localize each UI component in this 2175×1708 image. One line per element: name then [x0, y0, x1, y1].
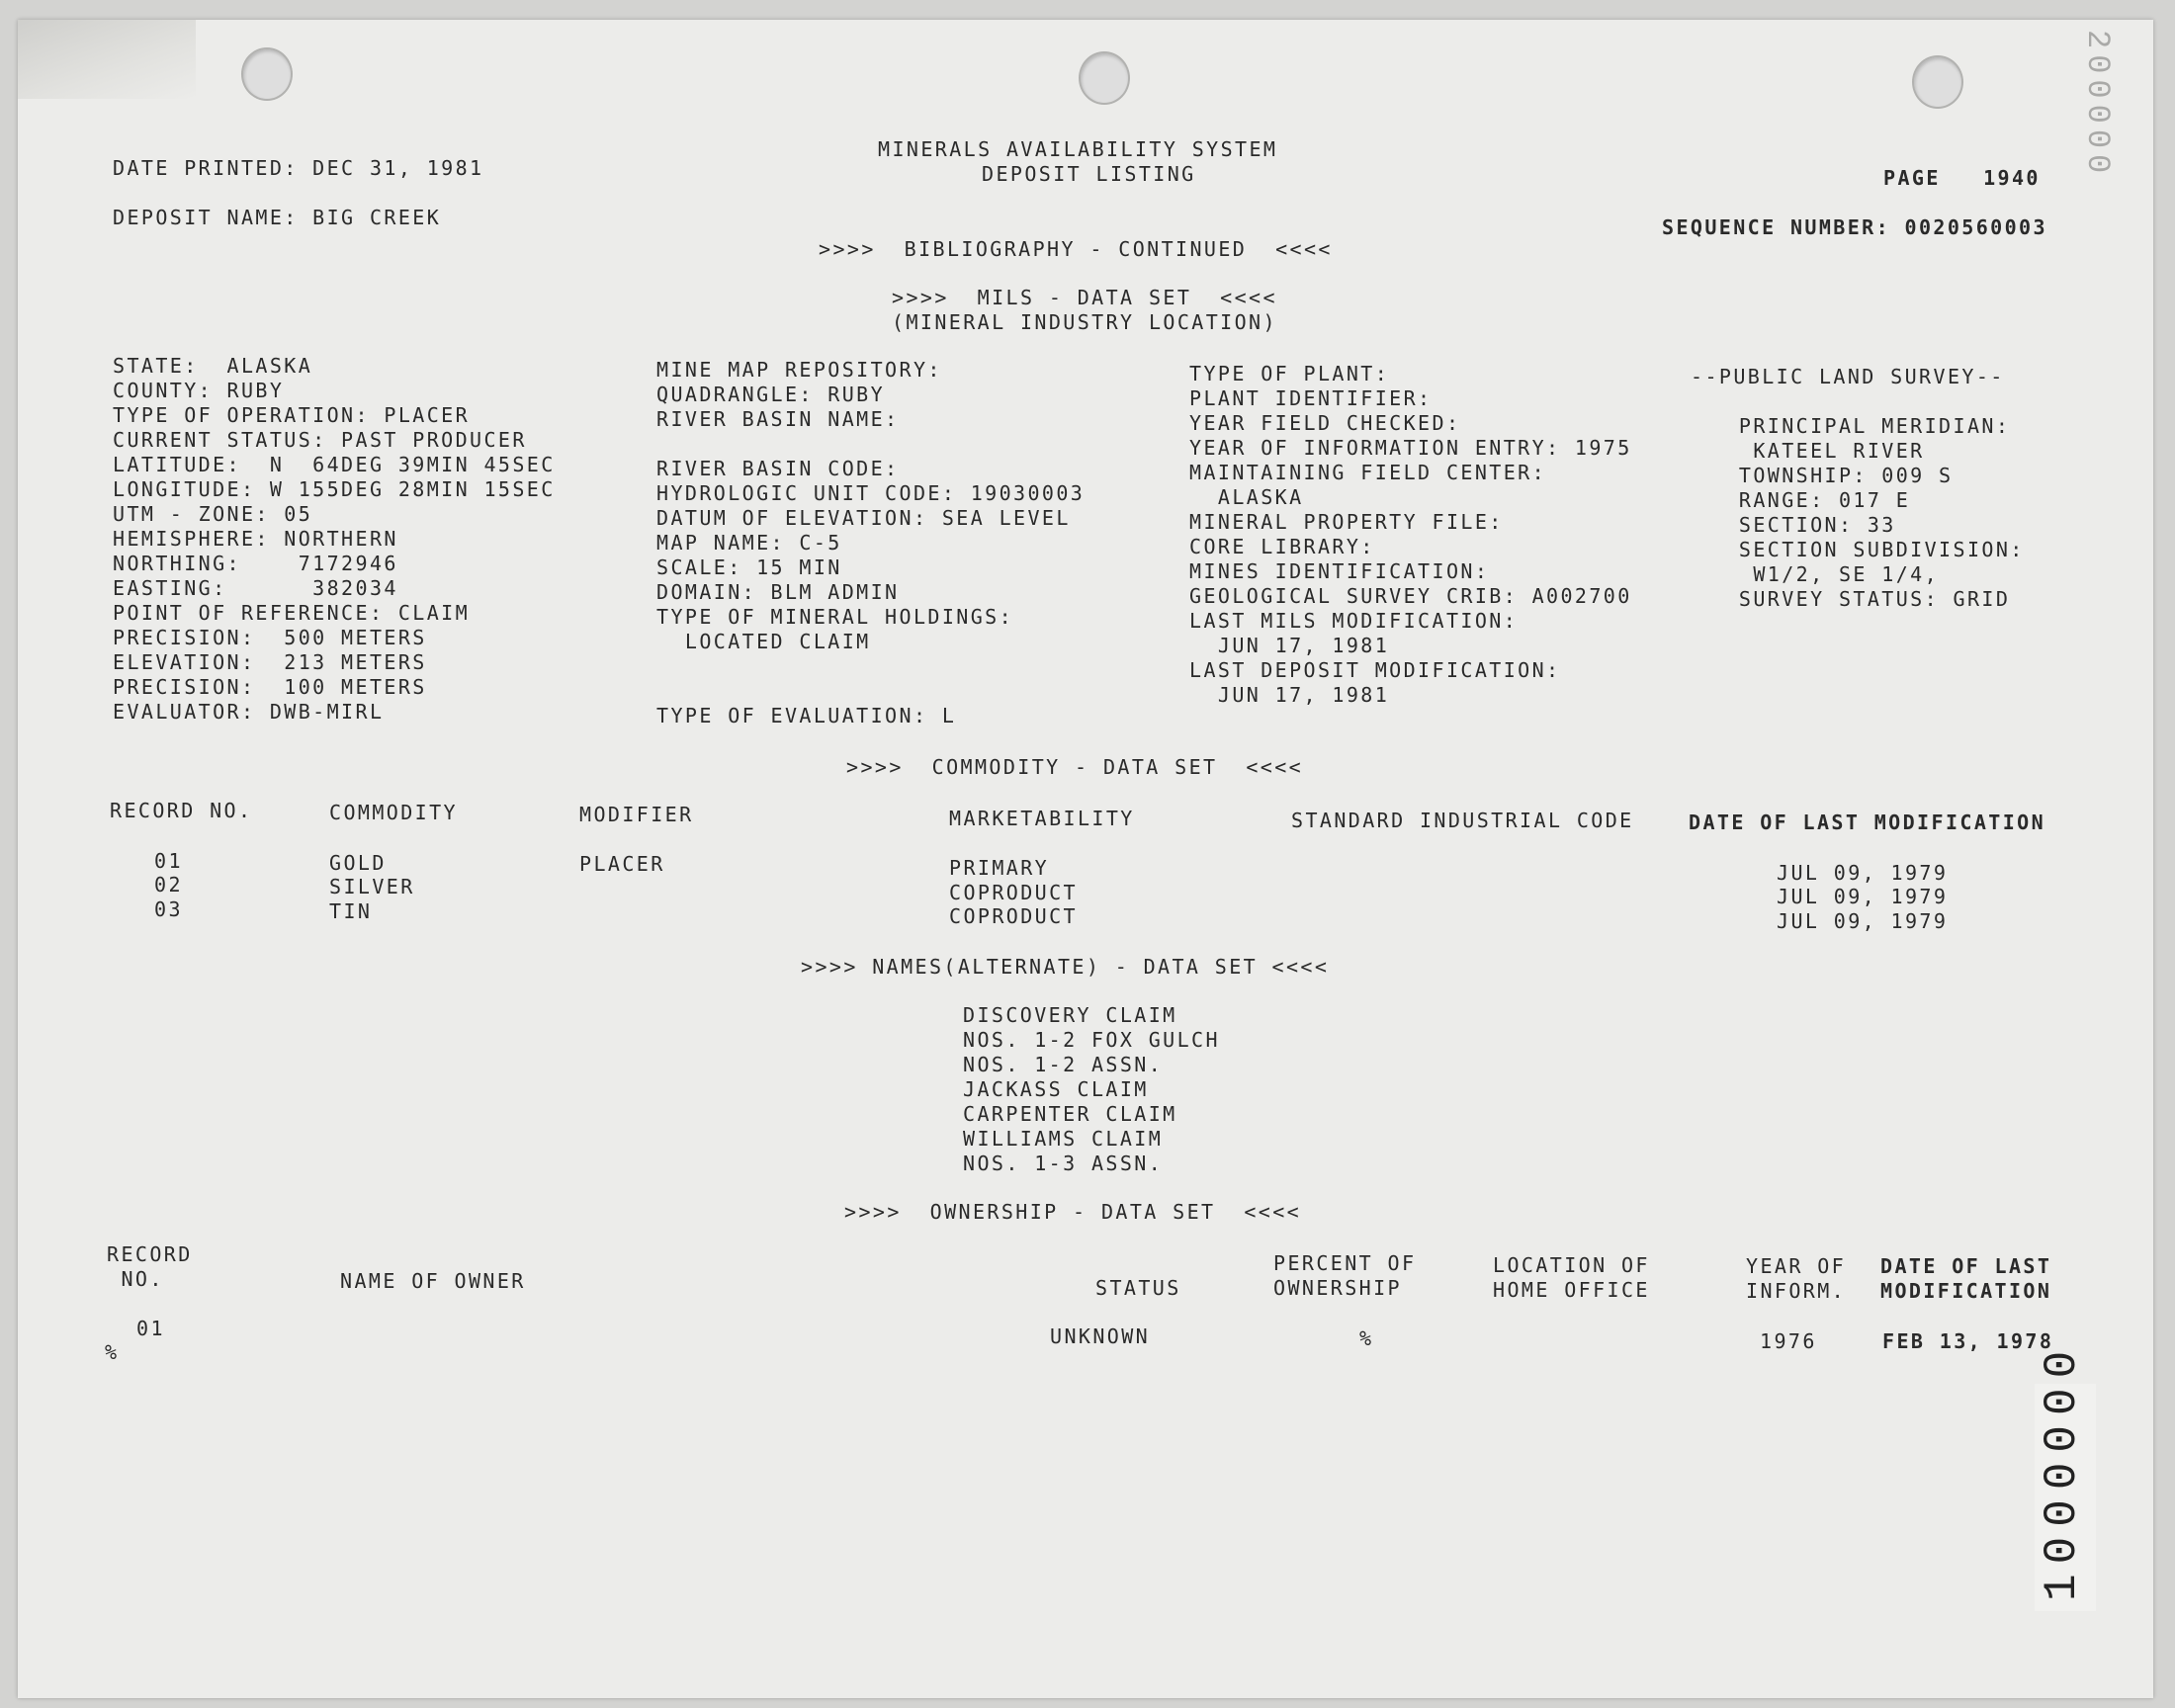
owner-percent: %	[1359, 1326, 1374, 1350]
commodity-col-record-no: RECORD NO.	[110, 799, 253, 822]
list-item: WILLIAMS CLAIM	[963, 1127, 1164, 1151]
punch-hole-left	[241, 47, 293, 101]
point-of-reference-field: POINT OF REFERENCE: CLAIM	[113, 601, 471, 625]
ownership-col-location-2: HOME OFFICE	[1493, 1278, 1650, 1302]
evaluator-field: EVALUATOR: DWB-MIRL	[113, 700, 385, 724]
hemisphere-field: HEMISPHERE: NORTHERN	[113, 527, 398, 551]
maintaining-field-center-field: MAINTAINING FIELD CENTER:	[1189, 461, 1547, 484]
type-of-plant-field: TYPE OF PLANT:	[1189, 362, 1390, 385]
list-item: NOS. 1-3 ASSN.	[963, 1152, 1164, 1175]
ownership-col-percent: PERCENT OF	[1273, 1251, 1417, 1275]
list-item: NOS. 1-2 FOX GULCH	[963, 1028, 1220, 1052]
elevation-precision-field: PRECISION: 100 METERS	[113, 675, 427, 699]
folded-corner	[18, 20, 196, 99]
commodity-col-marketability: MARKETABILITY	[949, 807, 1135, 830]
punch-hole-right	[1912, 55, 1963, 109]
list-item: DISCOVERY CLAIM	[963, 1003, 1177, 1027]
northing-field: NORTHING: 7172946	[113, 552, 398, 575]
domain-field: DOMAIN: BLM ADMIN	[656, 580, 900, 604]
last-mils-modification-field: LAST MILS MODIFICATION:	[1189, 609, 1519, 633]
commodity-date: JUL 09, 1979	[1777, 909, 1949, 933]
range-field: RANGE: 017 E	[1710, 488, 1911, 512]
commodity-col-sic: STANDARD INDUSTRIAL CODE	[1291, 809, 1634, 832]
plant-identifier-field: PLANT IDENTIFIER:	[1189, 386, 1433, 410]
ownership-col-date-2: MODIFICATION	[1880, 1279, 2052, 1303]
list-item: CARPENTER CLAIM	[963, 1102, 1177, 1126]
section-subdivision-value: W1/2, SE 1/4,	[1710, 562, 1940, 586]
year-field-checked-field: YEAR FIELD CHECKED:	[1189, 411, 1461, 435]
latitude-field: LATITUDE: N 64DEG 39MIN 45SEC	[113, 453, 556, 476]
principal-meridian-value: KATEEL RIVER	[1710, 439, 1925, 463]
longitude-field: LONGITUDE: W 155DEG 28MIN 15SEC	[113, 477, 556, 501]
survey-status-field: SURVEY STATUS: GRID	[1710, 587, 2011, 611]
commodity-col-commodity: COMMODITY	[329, 801, 458, 824]
ownership-col-percent-2: OWNERSHIP	[1273, 1276, 1402, 1300]
commodity-marketability: COPRODUCT	[949, 881, 1078, 904]
commodity-col-date: DATE OF LAST MODIFICATION	[1689, 811, 2046, 834]
owner-record-number: 01	[136, 1317, 165, 1340]
state-field: STATE: ALASKA	[113, 354, 313, 378]
stamped-number: 1000000	[2037, 1340, 2088, 1601]
commodity-date: JUL 09, 1979	[1777, 885, 1949, 908]
deposit-name: DEPOSIT NAME: BIG CREEK	[113, 206, 442, 229]
names-heading: >>>> NAMES(ALTERNATE) - DATA SET <<<<	[801, 955, 1330, 979]
commodity-col-modifier: MODIFIER	[579, 803, 694, 826]
listing-title: DEPOSIT LISTING	[982, 162, 1196, 186]
owner-date: FEB 13, 1978	[1882, 1329, 2054, 1353]
year-of-information-entry-field: YEAR OF INFORMATION ENTRY: 1975	[1189, 436, 1632, 460]
page-number: PAGE 1940	[1883, 166, 2041, 190]
commodity-name: GOLD	[329, 851, 387, 875]
bibliography-heading: >>>> BIBLIOGRAPHY - CONTINUED <<<<	[819, 237, 1333, 261]
mineral-property-file-field: MINERAL PROPERTY FILE:	[1189, 510, 1504, 534]
map-name-field: MAP NAME: C-5	[656, 531, 842, 555]
last-mils-modification-date: JUN 17, 1981	[1189, 634, 1390, 657]
ownership-col-year: YEAR OF	[1746, 1254, 1847, 1278]
mineral-holdings-value: LOCATED CLAIM	[656, 630, 871, 653]
operation-type-field: TYPE OF OPERATION: PLACER	[113, 403, 471, 427]
commodity-marketability: COPRODUCT	[949, 904, 1078, 928]
river-basin-name-field: RIVER BASIN NAME:	[656, 407, 900, 431]
record-number: 01	[154, 849, 183, 873]
precision-field: PRECISION: 500 METERS	[113, 626, 427, 649]
datum-of-elevation-field: DATUM OF ELEVATION: SEA LEVEL	[656, 506, 1071, 530]
ownership-col-record: RECORD	[107, 1242, 193, 1266]
current-status-field: CURRENT STATUS: PAST PRODUCER	[113, 428, 527, 452]
commodity-heading: >>>> COMMODITY - DATA SET <<<<	[846, 755, 1304, 779]
ownership-col-location: LOCATION OF	[1493, 1253, 1650, 1277]
edge-stamped-number: 200000	[2079, 30, 2116, 180]
last-deposit-modification-field: LAST DEPOSIT MODIFICATION:	[1189, 658, 1561, 682]
list-item: NOS. 1-2 ASSN.	[963, 1053, 1164, 1076]
punch-hole-center	[1079, 51, 1130, 105]
owner-marker: %	[105, 1340, 120, 1364]
commodity-date: JUL 09, 1979	[1777, 861, 1949, 885]
date-printed: DATE PRINTED: DEC 31, 1981	[113, 156, 484, 180]
section-subdivision-field: SECTION SUBDIVISION:	[1710, 538, 2025, 561]
type-of-evaluation-field: TYPE OF EVALUATION: L	[656, 704, 957, 727]
mils-subheading: (MINERAL INDUSTRY LOCATION)	[892, 310, 1277, 334]
principal-meridian-field: PRINCIPAL MERIDIAN:	[1710, 414, 2011, 438]
last-deposit-modification-date: JUN 17, 1981	[1189, 683, 1390, 707]
mines-identification-field: MINES IDENTIFICATION:	[1189, 559, 1490, 583]
mils-heading: >>>> MILS - DATA SET <<<<	[892, 286, 1277, 309]
commodity-marketability: PRIMARY	[949, 856, 1050, 880]
owner-year: 1976	[1760, 1329, 1817, 1353]
ownership-col-status: STATUS	[1095, 1276, 1181, 1300]
utm-zone-field: UTM - ZONE: 05	[113, 502, 313, 526]
mine-map-repository-field: MINE MAP REPOSITORY:	[656, 358, 942, 382]
list-item: JACKASS CLAIM	[963, 1077, 1149, 1101]
sequence-number: SEQUENCE NUMBER: 0020560003	[1662, 215, 2047, 239]
section-field: SECTION: 33	[1710, 513, 1896, 537]
county-field: COUNTY: RUBY	[113, 379, 285, 402]
commodity-name: TIN	[329, 899, 373, 923]
quadrangle-field: QUADRANGLE: RUBY	[656, 383, 886, 406]
ownership-col-year-2: INFORM.	[1746, 1279, 1847, 1303]
hydrologic-unit-code-field: HYDROLOGIC UNIT CODE: 19030003	[656, 481, 1086, 505]
mineral-holdings-field: TYPE OF MINERAL HOLDINGS:	[656, 605, 1014, 629]
ownership-col-date: DATE OF LAST	[1880, 1254, 2052, 1278]
elevation-field: ELEVATION: 213 METERS	[113, 650, 427, 674]
ownership-col-name: NAME OF OWNER	[340, 1269, 526, 1293]
township-field: TOWNSHIP: 009 S	[1710, 464, 1954, 487]
ownership-heading: >>>> OWNERSHIP - DATA SET <<<<	[844, 1200, 1302, 1224]
record-number: 02	[154, 873, 183, 897]
easting-field: EASTING: 382034	[113, 576, 398, 600]
commodity-modifier: PLACER	[579, 852, 665, 876]
record-number: 03	[154, 897, 183, 921]
geological-survey-crib-field: GEOLOGICAL SURVEY CRIB: A002700	[1189, 584, 1632, 608]
commodity-name: SILVER	[329, 875, 415, 898]
field-center-value: ALASKA	[1189, 485, 1304, 509]
core-library-field: CORE LIBRARY:	[1189, 535, 1375, 558]
public-land-survey-heading: --PUBLIC LAND SURVEY--	[1691, 365, 2005, 388]
owner-status: UNKNOWN	[1050, 1324, 1151, 1348]
scale-field: SCALE: 15 MIN	[656, 555, 842, 579]
system-title: MINERALS AVAILABILITY SYSTEM	[878, 137, 1278, 161]
ownership-col-record-no: NO.	[107, 1267, 164, 1291]
river-basin-code-field: RIVER BASIN CODE:	[656, 457, 900, 480]
